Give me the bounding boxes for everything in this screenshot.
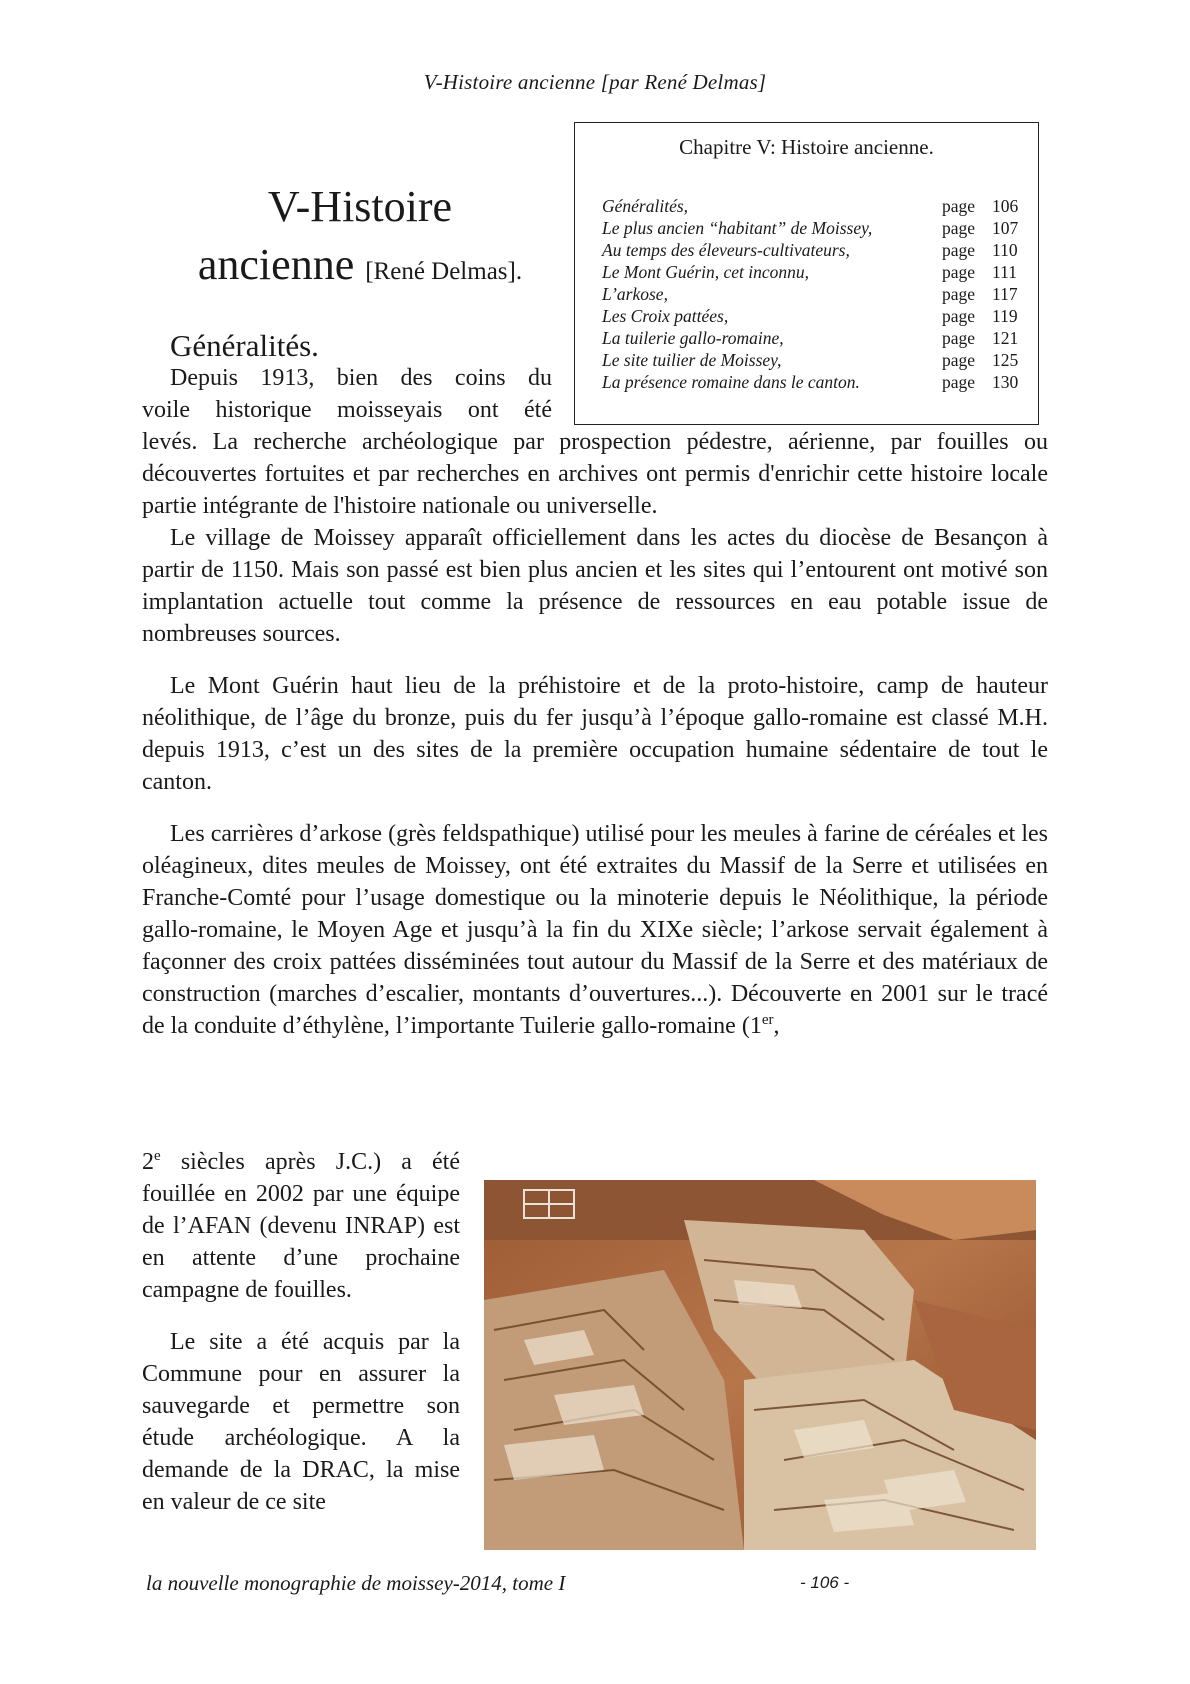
toc-page-word: page: [942, 372, 976, 392]
toc-entry-title: Les Croix pattées,: [602, 306, 729, 326]
chapter-toc-box: [574, 122, 1039, 425]
toc-page-word: page: [942, 218, 976, 238]
paragraph-5: Le site a été acquis par la Commune pour en assurer la sauvegarde et permettre son étude archéologique. A la demande de la DRAC, la mise en valeur de ce site: [142, 1329, 460, 1515]
footer-page-number: - 106 -: [800, 1573, 850, 1592]
chapter-title-line2: ancienne: [197, 240, 355, 289]
chapter-title: [140, 178, 580, 301]
paragraph-4-comma: ,: [773, 1013, 780, 1039]
toc-page-number: 119: [992, 306, 1018, 326]
paragraph-1-line-2: voile historique moisseyais ont été: [142, 397, 552, 423]
paragraph-4: [142, 818, 1048, 1042]
paragraph-4-number: 2: [142, 1149, 154, 1175]
toc-entry: [602, 327, 1022, 349]
toc-page-word: page: [942, 196, 976, 216]
toc-entry-page: [942, 327, 1019, 349]
toc-entry-title: La tuilerie gallo-romaine,: [602, 328, 784, 348]
toc-entry: [602, 371, 1022, 393]
toc-entry-page: [942, 371, 1019, 393]
toc-title: Chapitre V: Histoire ancienne.: [679, 135, 934, 159]
paragraph-4-continued-text: siècles après J.C.) a été fouillée en 2002 par une équipe de l’AFAN (devenu INRAP) est en attente d’une prochaine campagne de fouilles.: [142, 1149, 460, 1303]
superscript-e: e: [154, 1148, 161, 1164]
paragraph-4-continued: [142, 1146, 460, 1306]
toc-page-number: 121: [992, 328, 1019, 348]
toc-entry: [602, 283, 1022, 305]
paragraph-3: Le Mont Guérin haut lieu de la préhistoire et de la proto-histoire, camp de hauteur néolithique, de l’âge du bronze, puis du fer jusqu’à l’époque gallo-romaine est classé M.H. depuis 1913, c’est un des sites de la première occupation humaine sédentaire de tout le canton.: [142, 673, 1048, 795]
toc-page-number: 130: [992, 372, 1019, 392]
paragraph-1-line-1: Depuis 1913, bien des coins du: [170, 365, 552, 391]
toc-entry-title: La présence romaine dans le canton.: [602, 372, 860, 392]
toc-entry: [602, 349, 1022, 371]
toc-page-number: 125: [992, 350, 1019, 370]
toc-entry-title: Le Mont Guérin, cet inconnu,: [602, 262, 810, 282]
footer-publication: la nouvelle monographie de moissey-2014, tome I: [146, 1571, 566, 1595]
chapter-title-line1: V-Histoire: [267, 182, 453, 231]
toc-page-number: 110: [992, 240, 1018, 260]
toc-entry: [602, 217, 1022, 239]
toc-entry-page: [942, 283, 1018, 305]
toc-entry-page: [942, 217, 1019, 239]
toc-entry-page: [942, 305, 1018, 327]
chapter-author: [René Delmas].: [365, 258, 523, 285]
toc-entry-title: Le plus ancien “habitant” de Moissey,: [602, 218, 873, 238]
paragraph-1-rest: levés. La recherche archéologique par prospection pédestre, aérienne, par fouilles ou découvertes fortuites et par recherches en archives ont permis d'enrichir cette histoire locale partie intégrante de l'histoire nationale ou universelle.: [142, 429, 1048, 519]
body-full-width: [142, 426, 1048, 1042]
toc-page-word: page: [942, 262, 976, 282]
toc-entry-page: [942, 349, 1019, 371]
toc-entry: [602, 195, 1022, 217]
toc-entry: [602, 239, 1022, 261]
toc-entry-page: [942, 261, 1017, 283]
toc-page-number: 107: [992, 218, 1019, 238]
toc-entry-page: [942, 239, 1018, 261]
toc-entry-page: [942, 195, 1019, 217]
toc-entry: [602, 261, 1022, 283]
toc-page-word: page: [942, 350, 976, 370]
paragraph-1-start: [142, 362, 552, 426]
toc-entry-title: Au temps des éleveurs-cultivateurs,: [602, 240, 850, 260]
excavation-photo: [484, 1180, 1036, 1550]
toc-page-word: page: [942, 306, 976, 326]
toc-page-number: 117: [992, 284, 1018, 304]
superscript-er: er: [761, 1012, 774, 1028]
paragraph-2: Le village de Moissey apparaît officiellement dans les actes du diocèse de Besançon à partir de 1150. Mais son passé est bien plus ancien et les sites qui l’entourent ont motivé son implantation actuelle tout comme la présence de ressources en eau potable issue de nombreuses sources.: [142, 525, 1048, 647]
toc-page-word: page: [942, 284, 976, 304]
toc-entry-title: Le site tuilier de Moissey,: [602, 350, 782, 370]
toc-page-word: page: [942, 240, 976, 260]
toc-entry: [602, 305, 1022, 327]
toc-page-number: 106: [992, 196, 1019, 216]
toc-entry-title: Généralités,: [602, 196, 689, 216]
toc-list: [602, 195, 1022, 393]
body-narrow-column: [142, 1146, 460, 1518]
running-header: V-Histoire ancienne [par René Delmas]: [423, 70, 767, 94]
paragraph-4-main: Les carrières d’arkose (grès feldspathique) utilisé pour les meules à farine de céréales et les oléagineux, dites meules de Moissey, ont été extraites du Massif de la Serre et utilisées en Franche-Comté pour l’usage domestique ou la minoterie depuis le Néolithique, la période gallo-romaine, le Moyen Age et jusqu’à la fin du XIXe siècle; l’arkose servait également à façonner des croix pattées disséminées tout autour du Massif de la Serre et des matériaux de construction (marches d’escalier, montants d’ouvertures...). Découverte en 2001 sur le tracé de la conduite d’éthylène, l’importante Tuilerie gallo-romaine (1: [142, 821, 1048, 1039]
toc-entry-title: L’arkose,: [602, 284, 668, 304]
toc-page-word: page: [942, 328, 976, 348]
toc-page-number: 111: [992, 262, 1017, 282]
section-heading: Généralités.: [170, 328, 319, 363]
